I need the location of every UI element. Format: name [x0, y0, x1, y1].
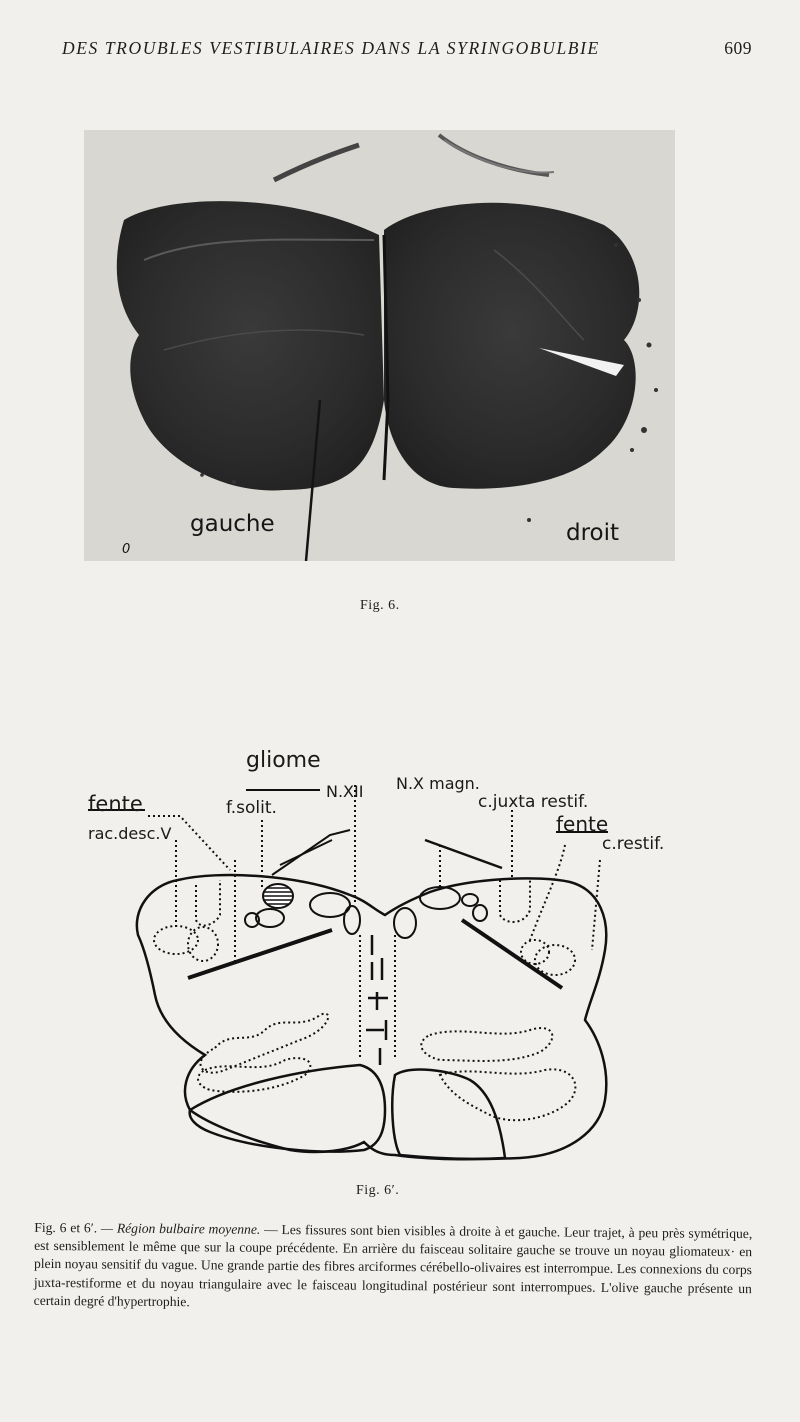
- legend-title: — Région bulbaire moyenne.: [100, 1220, 261, 1237]
- glioma-nodule: [263, 884, 293, 908]
- figure-legend: [34, 1219, 753, 1316]
- figure-6prime-diagram: [0, 730, 800, 1170]
- figure-6-photograph: [84, 130, 675, 561]
- label-droit: droit: [566, 520, 620, 546]
- label-n-x-magn: N.X magn.: [396, 774, 480, 793]
- legend-lead: Fig. 6 et 6′.: [34, 1219, 98, 1236]
- label-fente-left: fente: [88, 792, 143, 816]
- label-c-juxta-restif: c.juxta restif.: [478, 792, 589, 812]
- label-gauche: gauche: [190, 511, 275, 537]
- right-fissure: [462, 920, 562, 988]
- medulla-outline: [137, 875, 606, 1159]
- label-gliome: gliome: [246, 748, 321, 773]
- label-f-solit: f.solit.: [226, 798, 277, 818]
- legend-text: — Les fissures sont bien visibles à droite à et gauche. Leur trajet, à peu près symétrique, est sensiblement le même que sur la coupe précédente. En arrière du faisceau solitaire gauche se trouve un noyau gliomateux· en plein noyau sensitif du vague. Une grande partie des fibres arciformes cérébello-olivaires est interrompue. Les connexions du corps juxta-restiforme et du noyau triangulaire avec le faisceau longitudinal postérieur sont interrompues. L'olive gauche présente un certain degré d'hypertrophie.: [33, 1221, 753, 1310]
- medulla-section-photo: [84, 130, 675, 561]
- label-rac-desc-v: rac.desc.V: [88, 824, 172, 843]
- corner-mark: 0: [122, 542, 131, 557]
- left-fissure: [188, 930, 332, 978]
- figure-6-caption: Fig. 6.: [360, 598, 400, 613]
- label-n-xii: N.XII: [326, 782, 364, 801]
- running-title: DES TROUBLES VESTIBULAIRES DANS LA SYRINGOBULBIE: [62, 38, 600, 58]
- label-fente-right: fente: [556, 812, 609, 836]
- label-c-restif: c.restif.: [602, 834, 665, 854]
- running-header: [62, 38, 752, 59]
- right-half-tissue: [384, 203, 639, 489]
- page-number: 609: [724, 38, 752, 58]
- figure-6prime-caption: Fig. 6′.: [356, 1183, 400, 1198]
